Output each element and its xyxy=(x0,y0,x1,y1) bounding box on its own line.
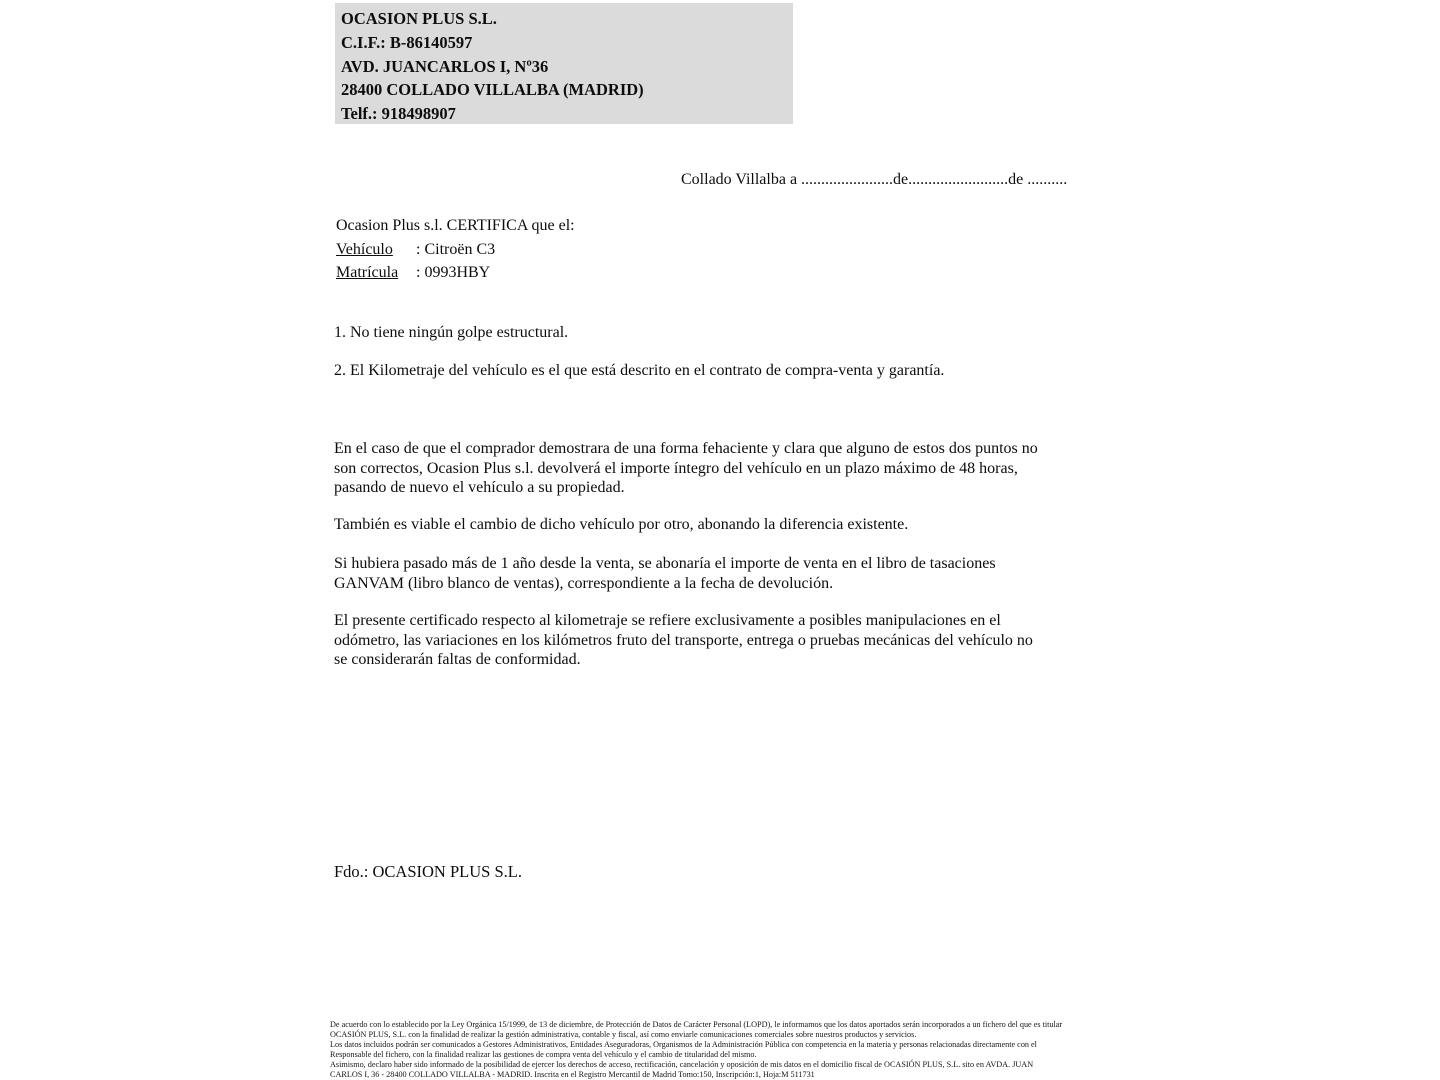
signature-line: Fdo.: OCASION PLUS S.L. xyxy=(334,862,522,881)
company-city: 28400 COLLADO VILLALBA (MADRID) xyxy=(341,80,644,100)
legal-footer-line: De acuerdo con lo establecido por la Ley Orgánica 15/1999, de 13 de diciembre, de Protección de Datos de Carácter Personal (LOPD), le informamos que los datos aportados serán incorporados a un fichero del que es titular xyxy=(330,1020,1063,1029)
company-name: OCASION PLUS S.L. xyxy=(341,9,497,28)
vehicle-label: Vehículo xyxy=(336,240,393,258)
certified-point-1: 1. No tiene ningún golpe estructural. xyxy=(334,324,569,341)
plate-row xyxy=(336,261,575,285)
paragraph-refund-policy: En el caso de que el comprador demostrara de una forma fehaciente y clara que alguno de estos dos puntos no son correctos, Ocasion Plus s.l. devolverá el importe íntegro del vehículo en un plazo máximo de 48 horas, pasando de nuevo el vehículo a su propiedad. xyxy=(334,440,1038,496)
paragraph-exchange-option: También es viable el cambio de dicho vehículo por otro, abonando la diferencia existente. xyxy=(334,516,909,533)
paragraph-ganvam-valuation: Si hubiera pasado más de 1 año desde la venta, se abonaría el importe de venta en el libro de tasaciones GANVAM (libro blanco de ventas), correspondiente a la fecha de devolución. xyxy=(334,555,996,592)
company-phone: Telf.: 918498907 xyxy=(341,104,456,124)
plate-value: : 0993HBY xyxy=(416,264,491,281)
legal-footer-line: Responsable del fichero, con la finalidad realizar las gestiones de compra venta del vehículo y el cambio de titularidad del mismo. xyxy=(330,1050,757,1059)
certified-point-2: 2. El Kilometraje del vehículo es el que está descrito en el contrato de compra-venta y garantía. xyxy=(334,362,945,379)
date-line: Collado Villalba a .......................de.........................de .......... xyxy=(681,171,1068,188)
legal-footer-line: Asimismo, declaro haber sido informado de la posibilidad de ejercer los derechos de acceso, rectificación, cancelación y oposición de mis datos en el domicilio fiscal de OCASIÓN PLUS, S.L. sito en AVDA. JUAN xyxy=(330,1060,1034,1069)
company-address: AVD. JUANCARLOS I, Nº36 xyxy=(341,56,549,76)
company-header-block xyxy=(335,3,793,124)
legal-footer-line: Los datos incluidos podrán ser comunicados a Gestores Administrativos, Entidades Aseguradoras, Organismos de la Administración Pública con competencia en la materia y personas relacionadas directamente con el xyxy=(330,1040,1037,1049)
plate-label: Matrícula xyxy=(336,264,399,281)
vehicle-row xyxy=(336,238,575,262)
legal-footer-line: OCASIÓN PLUS, S.L. con la finalidad de realizar la gestión administrativa, contable y fiscal, así como enviarle comunicaciones comerciales sobre nuestros productos y servicios. xyxy=(330,1030,917,1039)
vehicle-value: : Citroën C3 xyxy=(416,240,496,258)
company-cif: C.I.F.: B-86140597 xyxy=(341,32,473,52)
certification-block xyxy=(336,214,575,285)
certification-intro: Ocasion Plus s.l. CERTIFICA que el: xyxy=(336,217,575,234)
paragraph-odometer-disclaimer: El presente certificado respecto al kilometraje se refiere exclusivamente a posibles manipulaciones en el odómetro, las variaciones en los kilómetros fruto del transporte, entrega o pruebas mecánicas del vehículo no se considerarán faltas de conformidad. xyxy=(334,612,1033,668)
legal-footer xyxy=(330,1020,1062,1080)
legal-footer-line: CARLOS I, 36 - 28400 COLLADO VILLALBA - MADRID. Inscrita en el Registro Mercantil de Madrid Tomo:150, Inscripción:1, Hoja:M 511731 xyxy=(330,1070,815,1079)
